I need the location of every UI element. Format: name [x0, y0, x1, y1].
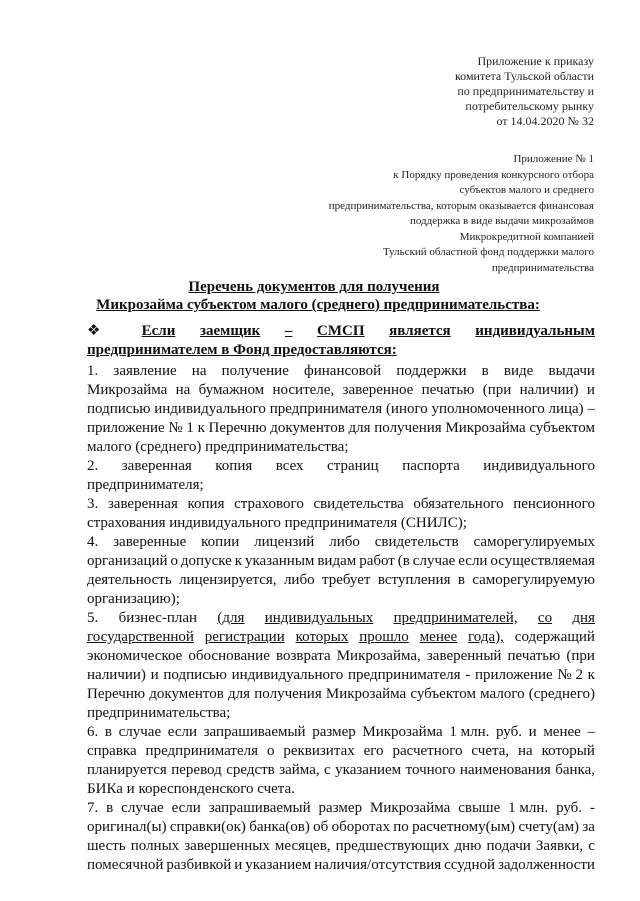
word: реквизитах	[283, 743, 355, 759]
word: лицензий	[254, 534, 315, 550]
word: бизнес-план	[118, 610, 198, 626]
word: наличии)	[519, 382, 579, 398]
word: документов	[149, 686, 224, 702]
header-line: потребительскому рынку	[465, 99, 594, 113]
list-item	[87, 799, 595, 875]
intro-line-2: предпринимателем в Фонд предоставляются:	[87, 342, 397, 358]
word: –	[587, 401, 595, 417]
word: справки(ок)	[169, 819, 246, 835]
word: поддержки	[396, 363, 467, 379]
word: и	[586, 382, 595, 398]
word: приложение	[474, 667, 553, 683]
text-line: БИКа и кореспонденского счета.	[87, 781, 295, 797]
word: указанным	[244, 553, 315, 569]
header-line: к Порядку проведения конкурсного отбора	[393, 168, 594, 181]
word: работ	[359, 553, 395, 569]
word: саморегулируемую	[472, 572, 595, 588]
text-line	[87, 761, 595, 780]
word: подписью	[163, 667, 227, 683]
word: малого	[480, 686, 525, 702]
word: –	[587, 724, 595, 740]
word: -	[589, 800, 595, 816]
word: индивидуального	[231, 667, 344, 683]
text-line	[87, 818, 595, 837]
word: (при	[482, 382, 512, 398]
word: подписью	[87, 401, 151, 417]
word: индивидуального	[154, 401, 266, 417]
item-number: 5.	[87, 610, 99, 626]
item-number: 2.	[87, 458, 99, 474]
word: лицензируется,	[179, 572, 277, 588]
word: если	[171, 800, 201, 816]
text-line	[87, 685, 595, 704]
header-line: по предпринимательству и	[457, 84, 594, 98]
word: Микрозайма,	[336, 648, 421, 664]
word: (для	[217, 610, 245, 626]
text-line	[87, 799, 595, 818]
word: Микрозайма	[445, 420, 526, 436]
word: Микрозайма	[325, 686, 407, 702]
text-line	[87, 533, 595, 552]
word: обоснование	[188, 648, 270, 664]
word: предпринимателя	[269, 401, 383, 417]
word: свыше	[458, 800, 501, 816]
word: завершенных	[184, 838, 270, 854]
word: заемщик	[199, 323, 261, 339]
text-line: предпринимателя;	[87, 477, 204, 493]
word: дню	[454, 838, 482, 854]
word: года),	[468, 629, 504, 645]
word: (при	[566, 648, 595, 664]
word: указанием	[245, 857, 312, 873]
word: на	[175, 382, 191, 398]
word: средств	[226, 762, 275, 778]
word: 1 млн.	[508, 800, 549, 816]
word: и	[234, 857, 243, 873]
word: субъектом	[529, 420, 595, 436]
intro-line-1	[87, 322, 595, 341]
word: бумажном	[198, 382, 265, 398]
word: которых	[295, 629, 349, 645]
word: либо	[283, 572, 315, 588]
word: предпринимателей,	[393, 610, 518, 626]
word: осуществляемая	[490, 553, 595, 569]
word: наличия/отсутствия	[314, 857, 442, 873]
word: предпринимателя	[145, 743, 259, 759]
text-line	[87, 666, 595, 685]
word: № 2	[557, 667, 583, 683]
word: счета,	[471, 743, 510, 759]
word: заявление	[113, 363, 177, 379]
word: к	[234, 553, 243, 569]
word: месяцев,	[274, 838, 331, 854]
word: выдачи	[548, 363, 595, 379]
item-number: 3.	[87, 496, 99, 512]
word: свидетельств	[374, 534, 459, 550]
word: со	[537, 610, 553, 626]
list-item	[87, 362, 595, 457]
document-title-line-2: Микрозайма субъектом малого (среднего) предпринимательства:	[96, 297, 540, 313]
word: в	[104, 724, 112, 740]
word: копия	[215, 458, 253, 474]
word: печатью	[421, 382, 475, 398]
word: случае	[412, 553, 456, 569]
word: паспорта	[402, 458, 460, 474]
text-line	[87, 571, 595, 590]
word: об	[313, 819, 329, 835]
word: указанием	[335, 762, 402, 778]
text-line	[87, 419, 595, 438]
word: руб.	[496, 724, 522, 740]
word: организаций	[87, 553, 168, 569]
text-line	[87, 362, 595, 381]
word: обязательного	[413, 496, 504, 512]
word: с	[588, 838, 595, 854]
header-line: Приложение № 1	[513, 153, 594, 165]
word: Перечню	[87, 686, 146, 702]
word: менее	[543, 724, 581, 740]
item-number: 7.	[87, 800, 99, 816]
word: если	[458, 553, 488, 569]
word: СМСП	[317, 323, 365, 339]
word: 1 млн.	[449, 724, 490, 740]
word: копии	[201, 534, 240, 550]
word: виде	[503, 363, 534, 379]
intro-paragraph	[87, 322, 595, 360]
text-line: малого (среднего) предпринимательства;	[87, 439, 349, 455]
word: по	[393, 819, 409, 835]
word: видам	[317, 553, 357, 569]
word: справка	[87, 743, 137, 759]
word: страниц	[327, 458, 379, 474]
word: займа,	[279, 762, 320, 778]
word: запрашиваемый	[208, 800, 311, 816]
word: предшествующих	[335, 838, 450, 854]
word: допуске	[180, 553, 232, 569]
word: размер	[318, 800, 363, 816]
word: ссудной	[444, 857, 495, 873]
header-line: поддержка в виде выдачи микрозаймов	[409, 215, 594, 227]
list-item	[87, 533, 595, 609]
word: -	[465, 667, 471, 683]
text-line	[87, 742, 595, 761]
text-line	[87, 647, 595, 666]
word: предпринимателя	[348, 667, 461, 683]
word: возврата	[275, 648, 331, 664]
word: содержащий	[514, 629, 595, 645]
word: индивидуальных	[264, 610, 374, 626]
word: расчетного	[392, 743, 463, 759]
word: заверенный	[426, 648, 502, 664]
word: заверенная	[121, 458, 192, 474]
word: для	[348, 420, 371, 436]
word: пенсионного	[513, 496, 595, 512]
list-item	[87, 457, 595, 495]
word: свидетельства	[313, 496, 404, 512]
word: носителе,	[272, 382, 335, 398]
header-line: Приложение к приказу	[477, 54, 594, 68]
procedure-appendix-header	[329, 152, 594, 276]
word: и	[150, 667, 159, 683]
word: приложение	[87, 420, 165, 436]
list-item	[87, 495, 595, 533]
word: банка(ов)	[249, 819, 310, 835]
word: за	[582, 819, 595, 835]
text-line	[87, 723, 595, 742]
word: всех	[275, 458, 304, 474]
word: размер	[312, 724, 356, 740]
item-number: 1.	[87, 363, 99, 379]
text-line: страхования индивидуального предпринимателя (СНИЛС);	[87, 515, 467, 531]
word: к	[587, 667, 595, 683]
word: Микрозайма	[362, 724, 443, 740]
header-line: Тульский областной фонд поддержки малого	[382, 246, 594, 258]
word: помесячной	[87, 857, 164, 873]
word: заверенные	[113, 534, 187, 550]
word: подачи	[486, 838, 531, 854]
word: к	[197, 420, 205, 436]
word: оборотах	[331, 819, 390, 835]
word: регистрации	[204, 629, 285, 645]
word: документов	[270, 420, 345, 436]
word: перевод	[171, 762, 222, 778]
word: Микрозайма	[369, 800, 451, 816]
word: случае	[121, 800, 164, 816]
text-line: организацию);	[87, 591, 180, 607]
word: вступления	[377, 572, 451, 588]
diamond-bullet-icon: ❖	[87, 323, 101, 339]
list-item	[87, 609, 595, 723]
word: случае	[118, 724, 162, 740]
word: копия	[187, 496, 225, 512]
word: саморегулируемых	[473, 534, 595, 550]
word: № 1	[168, 420, 194, 436]
word: с	[324, 762, 331, 778]
word: лица)	[548, 401, 584, 417]
header-line: предпринимательства, которым оказывается финансовая	[328, 199, 594, 212]
word: заверенное	[342, 382, 414, 398]
header-line: субъектов малого и среднего	[459, 184, 594, 196]
word: на	[191, 363, 207, 379]
word: деятельность	[87, 572, 172, 588]
word: банка,	[555, 762, 595, 778]
word: печатью	[507, 648, 561, 664]
word: Микрозайма	[87, 382, 168, 398]
item-number: 6.	[87, 724, 99, 740]
word: финансовой	[304, 363, 382, 379]
header-line: от 14.04.2020 № 32	[496, 114, 594, 128]
word: точного	[405, 762, 456, 778]
word: Если	[141, 323, 176, 339]
word: –	[284, 323, 293, 339]
word: либо	[329, 534, 360, 550]
text-line	[87, 628, 595, 647]
word: государственной	[87, 629, 194, 645]
text-line	[87, 400, 595, 419]
word: прошло	[359, 629, 409, 645]
word: индивидуальным	[475, 323, 595, 339]
word: если	[167, 724, 197, 740]
word: разбивкой	[166, 857, 232, 873]
word: получения	[374, 420, 442, 436]
text-line	[87, 552, 595, 571]
text-line	[87, 381, 595, 400]
word: в	[457, 572, 465, 588]
word: в	[481, 363, 489, 379]
word: (иного	[385, 401, 428, 417]
word: шесть	[87, 838, 126, 854]
word: оригинал(ы)	[87, 819, 167, 835]
text-line	[87, 837, 595, 856]
documents-list	[87, 362, 595, 875]
order-appendix-header	[455, 54, 594, 129]
word: его	[363, 743, 384, 759]
word: счету(ам)	[518, 819, 580, 835]
word: экономическое	[87, 648, 183, 664]
word: требует	[321, 572, 371, 588]
text-line	[87, 457, 595, 476]
word: в	[106, 800, 114, 816]
item-number: 4.	[87, 534, 99, 550]
word: о	[170, 553, 178, 569]
text-line	[87, 609, 595, 628]
word: получение	[221, 363, 289, 379]
word: задолженности	[497, 857, 595, 873]
document-title-line-1: Перечень документов для получения	[188, 279, 440, 295]
word: страхового	[234, 496, 304, 512]
word: Заявки,	[535, 838, 584, 854]
word: (среднего)	[528, 686, 595, 702]
header-line: комитета Тульской области	[454, 69, 594, 83]
list-item	[87, 723, 595, 799]
word: запрашиваемый	[203, 724, 306, 740]
text-line	[87, 856, 595, 875]
text-line	[87, 495, 595, 514]
word: руб.	[556, 800, 583, 816]
header-line: предпринимательства	[491, 261, 594, 274]
word: Перечню	[208, 420, 267, 436]
word: (в	[397, 553, 410, 569]
word: субъектом	[410, 686, 476, 702]
word: о	[266, 743, 275, 759]
word: расчетному(ым)	[412, 819, 516, 835]
text-line: предпринимательства;	[87, 705, 231, 721]
word: на	[518, 743, 533, 759]
word: индивидуального	[483, 458, 595, 474]
word: для	[228, 686, 251, 702]
word: планируется	[87, 762, 167, 778]
word: и	[528, 724, 537, 740]
header-line: Микрокредитной компанией	[459, 230, 594, 243]
word: заверенная	[107, 496, 178, 512]
word: полных	[130, 838, 180, 854]
word: который	[541, 743, 595, 759]
word: является	[389, 323, 451, 339]
word: получения	[254, 686, 322, 702]
word: дня	[572, 610, 595, 626]
word: уполномоченного	[431, 401, 545, 417]
word: менее	[419, 629, 458, 645]
word: наличии)	[87, 667, 146, 683]
word: наименования	[459, 762, 551, 778]
